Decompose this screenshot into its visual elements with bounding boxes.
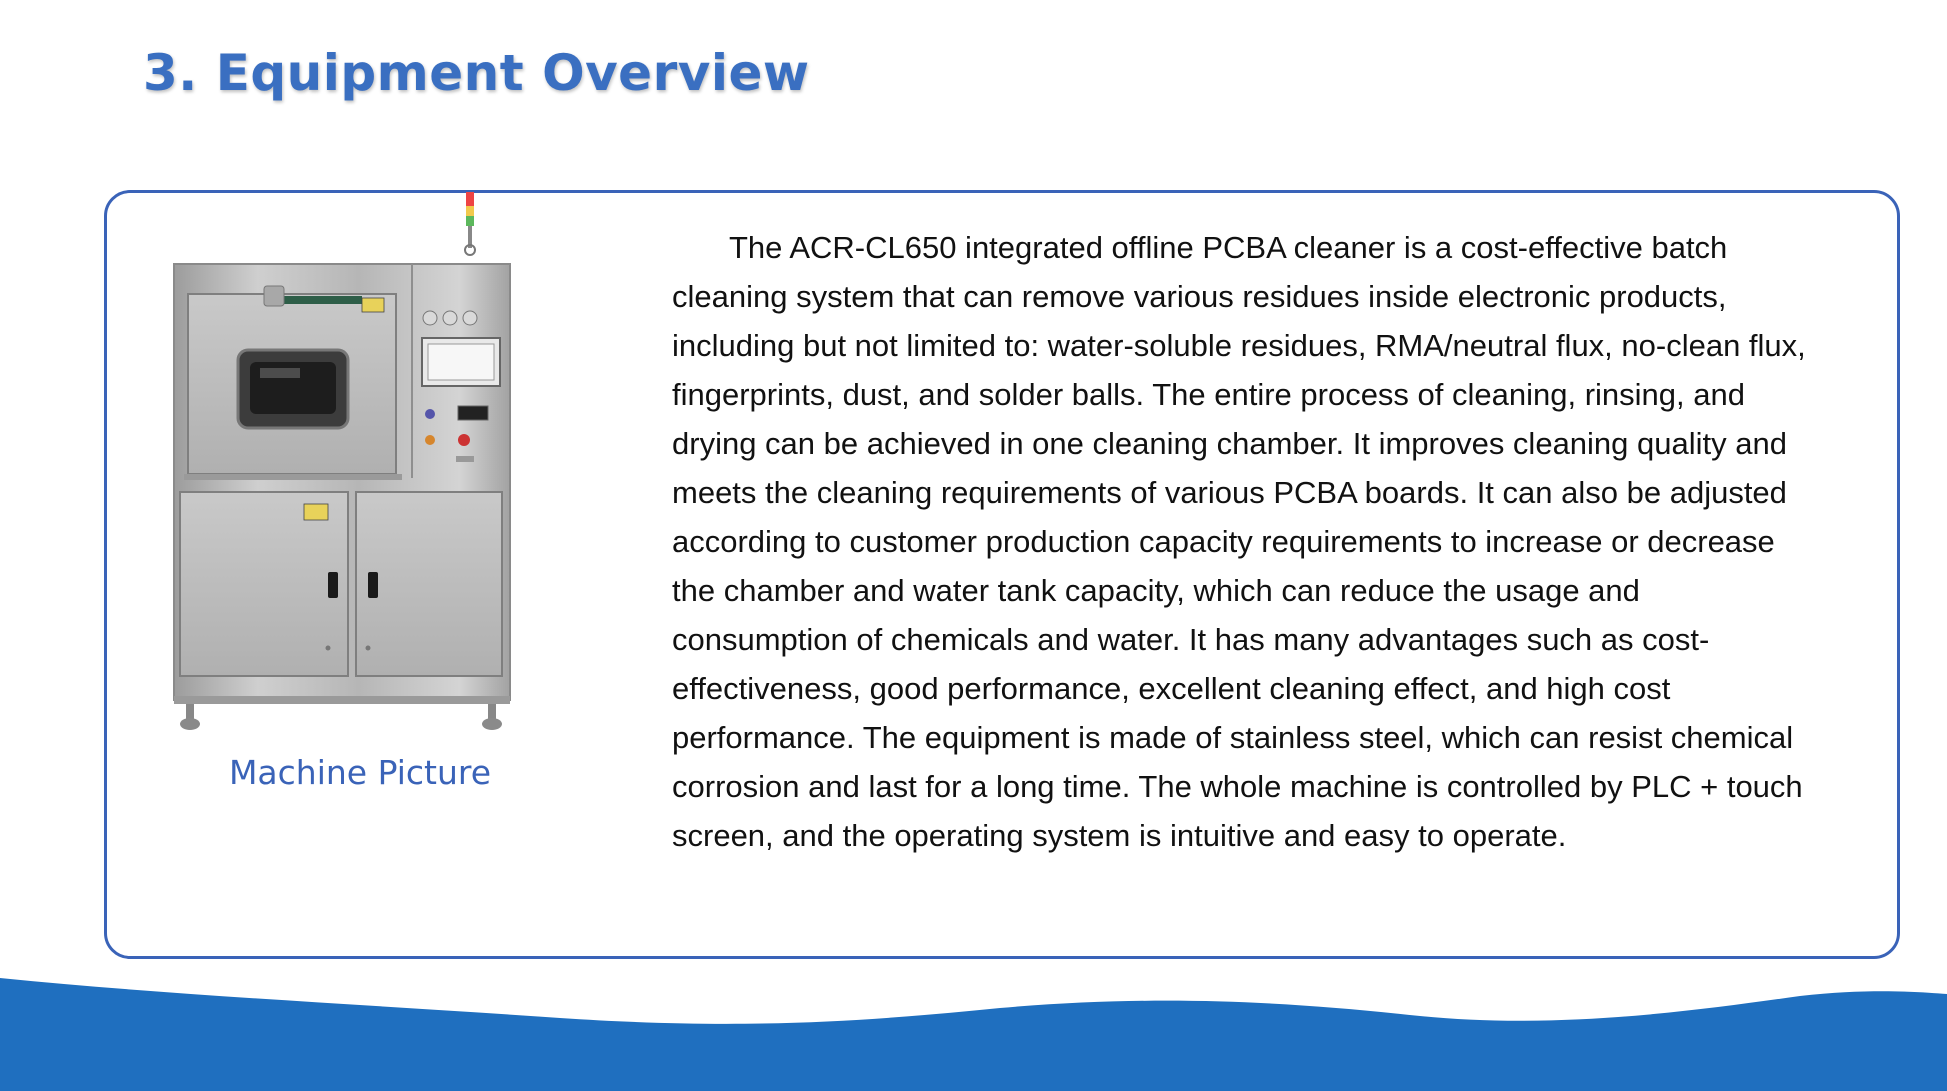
machine-image bbox=[160, 188, 520, 740]
page-title: 3. Equipment Overview bbox=[143, 44, 810, 102]
footer-wave bbox=[0, 960, 1947, 1091]
machine-picture-caption: Machine Picture bbox=[228, 753, 492, 792]
equipment-description: The ACR-CL650 integrated offline PCBA cleaner is a cost-effective batch cleaning system that can remove various residues inside electronic products, including but not limited to: water-soluble residues, RMA/neutral flux, no-clean flux, fingerprints, dust, and solder balls. The entire process of cleaning, rinsing, and drying can be achieved in one cleaning chamber. It improves cleaning quality and meets the cleaning requirements of various PCBA boards. It can also be adjusted according to customer production capacity requirements to increase or decrease the chamber and water tank capacity, which can reduce the usage and consumption of chemicals and water. It has many advantages such as cost-effectiveness, good performance, excellent cleaning effect, and high cost performance. The equipment is made of stainless steel, which can resist chemical corrosion and last for a long time. The whole machine is controlled by PLC + touch screen, and the operating system is intuitive and easy to operate. bbox=[672, 230, 1806, 853]
